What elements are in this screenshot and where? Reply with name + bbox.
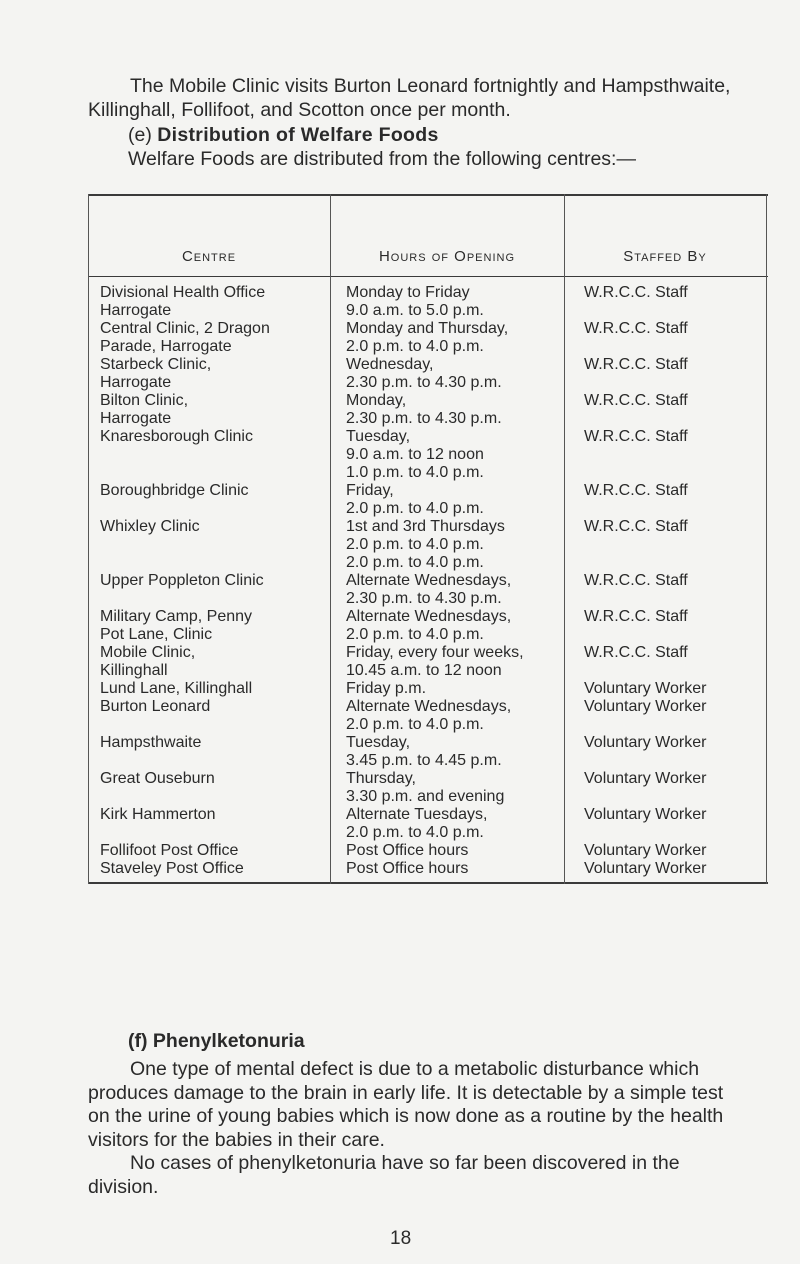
section-e-title: Distribution of Welfare Foods <box>157 124 439 146</box>
table-cell-centre: Knaresborough Clinic <box>100 428 253 445</box>
table-cell-centre: Kirk Hammerton <box>100 806 216 823</box>
table-cell-centre: Hampsthwaite <box>100 734 202 751</box>
section-f-heading <box>128 1030 305 1053</box>
table-cell-hours: Monday and Thursday, 2.0 p.m. to 4.0 p.m. <box>346 320 509 355</box>
table-top-rule <box>88 194 768 196</box>
table-left-border <box>88 194 89 884</box>
table-cell-hours: Monday, 2.30 p.m. to 4.30 p.m. <box>346 392 502 427</box>
table-cell-staff: Voluntary Worker <box>584 860 707 877</box>
header-centre: Centre <box>181 248 237 265</box>
section-f-title: Phenylketonuria <box>152 1030 305 1052</box>
table-cell-staff: W.R.C.C. Staff <box>584 572 688 589</box>
table-cell-staff: Voluntary Worker <box>584 698 707 715</box>
table-cell-hours: Friday, every four weeks, 10.45 a.m. to 12 noon <box>346 644 524 679</box>
table-cell-hours: Monday to Friday 9.0 a.m. to 5.0 p.m. <box>346 284 484 319</box>
table-cell-staff: W.R.C.C. Staff <box>584 518 688 535</box>
section-e-heading <box>128 124 439 147</box>
table-cell-centre: Military Camp, Penny Pot Lane, Clinic <box>100 608 253 643</box>
table-cell-centre: Mobile Clinic, Killinghall <box>100 644 196 679</box>
table-cell-hours: Thursday, 3.30 p.m. and evening <box>346 770 505 805</box>
phenylketonuria-paragraph-1: One type of mental defect is due to a metabolic disturbance which produces damage to the brain in early life. It is detectable by a simple test on the urine of young babies which is now done as a routine by the health visitors for the babies in their care. <box>88 1058 724 1151</box>
table-cell-hours: Tuesday, 3.45 p.m. to 4.45 p.m. <box>346 734 502 769</box>
table-cell-hours: Post Office hours <box>346 842 469 859</box>
table-cell-centre: Lund Lane, Killinghall <box>100 680 253 697</box>
table-cell-staff: W.R.C.C. Staff <box>584 356 688 373</box>
table-cell-hours: Post Office hours <box>346 860 469 877</box>
table-cell-staff: W.R.C.C. Staff <box>584 644 688 661</box>
table-cell-staff: Voluntary Worker <box>584 842 707 859</box>
section-e-intro: Welfare Foods are distributed from the following centres:— <box>128 148 636 170</box>
table-cell-centre: Burton Leonard <box>100 698 211 715</box>
table-cell-staff: W.R.C.C. Staff <box>584 608 688 625</box>
header-staffed-by: Staffed By <box>623 248 707 265</box>
phenylketonuria-paragraph-2: No cases of phenylketonuria have so far been discovered in the division. <box>88 1152 680 1198</box>
column-divider-1 <box>330 194 331 884</box>
table-header-rule <box>88 276 768 277</box>
table-cell-staff: Voluntary Worker <box>584 806 707 823</box>
table-cell-staff: W.R.C.C. Staff <box>584 284 688 301</box>
table-cell-hours: Alternate Tuesdays, 2.0 p.m. to 4.0 p.m. <box>346 806 488 841</box>
table-cell-hours: Alternate Wednesdays, 2.30 p.m. to 4.30 p.m. <box>346 572 512 607</box>
table-cell-centre: Staveley Post Office <box>100 860 244 877</box>
table-cell-hours: Friday p.m. <box>346 680 427 697</box>
table-cell-hours: Tuesday, 9.0 a.m. to 12 noon 1.0 p.m. to 4.0 p.m. <box>346 428 484 481</box>
table-cell-hours: Alternate Wednesdays, 2.0 p.m. to 4.0 p.m. <box>346 608 512 643</box>
table-cell-hours: 1st and 3rd Thursdays 2.0 p.m. to 4.0 p.m. 2.0 p.m. to 4.0 p.m. <box>346 518 505 571</box>
table-cell-centre: Central Clinic, 2 Dragon Parade, Harrogate <box>100 320 270 355</box>
table-cell-staff: Voluntary Worker <box>584 680 707 697</box>
table-cell-centre: Boroughbridge Clinic <box>100 482 249 499</box>
table-cell-hours: Wednesday, 2.30 p.m. to 4.30 p.m. <box>346 356 502 391</box>
table-cell-centre: Divisional Health Office Harrogate <box>100 284 266 319</box>
table-cell-centre: Whixley Clinic <box>100 518 200 535</box>
table-cell-centre: Upper Poppleton Clinic <box>100 572 264 589</box>
table-cell-staff: W.R.C.C. Staff <box>584 428 688 445</box>
welfare-foods-table <box>88 194 768 884</box>
column-divider-2 <box>564 194 565 884</box>
table-cell-staff: W.R.C.C. Staff <box>584 392 688 409</box>
table-cell-centre: Starbeck Clinic, Harrogate <box>100 356 212 391</box>
section-f-label: (f) <box>128 1030 148 1052</box>
table-cell-centre: Follifoot Post Office <box>100 842 239 859</box>
table-bottom-rule <box>88 882 768 884</box>
table-cell-hours: Friday, 2.0 p.m. to 4.0 p.m. <box>346 482 484 517</box>
table-cell-centre: Bilton Clinic, Harrogate <box>100 392 189 427</box>
table-cell-centre: Great Ouseburn <box>100 770 215 787</box>
header-hours: Hours of Opening <box>378 248 516 265</box>
table-right-border <box>766 194 767 884</box>
section-e-label: (e) <box>128 124 152 146</box>
table-cell-staff: W.R.C.C. Staff <box>584 320 688 337</box>
intro-paragraph: The Mobile Clinic visits Burton Leonard fortnightly and Hampsthwaite, Killinghall, Follifoot, and Scotton once per month. <box>88 75 731 121</box>
table-cell-staff: Voluntary Worker <box>584 734 707 751</box>
table-cell-hours: Alternate Wednesdays, 2.0 p.m. to 4.0 p.m. <box>346 698 512 733</box>
table-cell-staff: Voluntary Worker <box>584 770 707 787</box>
page-number: 18 <box>390 1228 412 1249</box>
table-cell-staff: W.R.C.C. Staff <box>584 482 688 499</box>
